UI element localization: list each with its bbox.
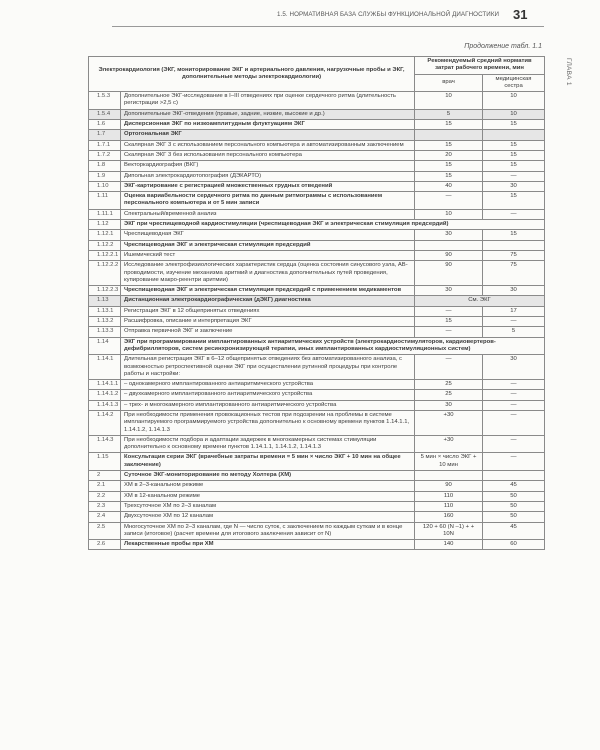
row-number: 1.5.4 xyxy=(89,109,121,119)
table-row xyxy=(89,150,545,160)
doctor-minutes: 160 xyxy=(415,512,483,522)
row-description: ЭКГ при программировании имплантированных антиаритмических устройств (электрокардиостимуляторов, кардиовертеров-дефибрилляторов, систем ресинхронизирующей терапии, иных имплантированных кардиостимуляционных систем) xyxy=(121,337,545,355)
row-number: 1.14.1 xyxy=(89,355,121,380)
table-row xyxy=(89,390,545,400)
nurse-minutes xyxy=(483,130,545,140)
doctor-minutes: 30 xyxy=(415,230,483,240)
table-row xyxy=(89,453,545,471)
row-number: 1.7 xyxy=(89,130,121,140)
nurse-minutes: 10 xyxy=(483,92,545,110)
nurse-minutes: — xyxy=(483,400,545,410)
nurse-minutes: 15 xyxy=(483,120,545,130)
doctor-minutes: 10 xyxy=(415,92,483,110)
table-row xyxy=(89,355,545,380)
row-number: 1.11.1 xyxy=(89,209,121,219)
table-row xyxy=(89,471,545,481)
row-description: Суточное ЭКГ-мониторирование по методу Холтера (ХМ) xyxy=(121,471,415,481)
table-row xyxy=(89,181,545,191)
nurse-minutes: 60 xyxy=(483,540,545,550)
row-number: 1.14.3 xyxy=(89,435,121,453)
doctor-minutes: 110 xyxy=(415,501,483,511)
doctor-minutes: 15 xyxy=(415,171,483,181)
row-number: 1.12.2.2 xyxy=(89,261,121,286)
table-body xyxy=(89,92,545,550)
row-description: Дополнительное ЭКГ-исследование в I–III отведениях при оценке сердечного ритма (длительность регистрации >2,5 с) xyxy=(121,92,415,110)
doctor-minutes: — xyxy=(415,192,483,210)
row-number: 1.11 xyxy=(89,192,121,210)
page-number: 31 xyxy=(513,7,528,22)
doctor-minutes: 110 xyxy=(415,491,483,501)
row-description: – однокамерного имплантированного антиаритмического устройства xyxy=(121,380,415,390)
row-number: 1.5.3 xyxy=(89,92,121,110)
row-description: Дополнительные ЭКГ-отведения (правые, задние, низкие, высокие и др.) xyxy=(121,109,415,119)
doctor-minutes: 15 xyxy=(415,140,483,150)
row-description: Исследование электрофизиологических характеристик сердца (оценка состояния синусового узла, АВ-проводимости, изучение механизма аритмий и диагностика дополнительных путей проведения, купирование макро-реентри аритмии) xyxy=(121,261,415,286)
table-continuation-caption: Продолжение табл. 1.1 xyxy=(464,43,542,50)
table-row xyxy=(89,435,545,453)
row-number: 2 xyxy=(89,471,121,481)
nurse-minutes: 30 xyxy=(483,181,545,191)
doctor-minutes xyxy=(415,471,483,481)
row-description: Длительная регистрация ЭКГ в 6–12 общепринятых отведениях без автоматизированного анализа, с возможностью ретроспективной оценки ЭКГ при осуществлении рутинной процедуры при контроле работы и настройки: xyxy=(121,355,415,380)
row-description: Чреспищеводная ЭКГ и электрическая стимуляция предсердий с применением медикаментов xyxy=(121,286,415,296)
table-row xyxy=(89,491,545,501)
table-row xyxy=(89,306,545,316)
row-description: Расшифровка, описание и интерпретация ЭКГ xyxy=(121,317,415,327)
table-row xyxy=(89,230,545,240)
row-description: Регистрация ЭКГ в 12 общепринятых отведениях xyxy=(121,306,415,316)
nurse-minutes xyxy=(483,240,545,250)
nurse-minutes: — xyxy=(483,209,545,219)
doctor-minutes: 20 xyxy=(415,150,483,160)
nurse-minutes: 50 xyxy=(483,512,545,522)
row-description: ЭКГ-картирование с регистрацией множественных грудных отведений xyxy=(121,181,415,191)
row-description: Чреспищеводная ЭКГ xyxy=(121,230,415,240)
doctor-minutes: 90 xyxy=(415,481,483,491)
doctor-minutes: 120 + 60 (N –1) + + 10N xyxy=(415,522,483,540)
row-number: 1.12.2 xyxy=(89,240,121,250)
table-row xyxy=(89,192,545,210)
row-number: 2.2 xyxy=(89,491,121,501)
row-description: Спектральный/временной анализ xyxy=(121,209,415,219)
nurse-minutes: — xyxy=(483,380,545,390)
table-row xyxy=(89,109,545,119)
table-header-row xyxy=(89,57,545,75)
nurse-minutes: 50 xyxy=(483,501,545,511)
nurse-minutes: 75 xyxy=(483,261,545,286)
row-description: При необходимости подбора и адаптации задержек в многокамерных системах стимуляции дополнительно к основному времени пунктов 1.14.1.1, 1.14.1.2, 1.14.1.3 xyxy=(121,435,415,453)
doctor-minutes: См. ЭКГ xyxy=(415,296,545,306)
nurse-minutes: 15 xyxy=(483,230,545,240)
doctor-minutes: +30 xyxy=(415,435,483,453)
nurse-minutes xyxy=(483,471,545,481)
doctor-minutes: +30 xyxy=(415,410,483,435)
table-row xyxy=(89,481,545,491)
doctor-minutes: 90 xyxy=(415,261,483,286)
table-row xyxy=(89,512,545,522)
row-number: 1.13 xyxy=(89,296,121,306)
row-number: 1.6 xyxy=(89,120,121,130)
row-description: Двухсуточное ХМ по 12 каналам xyxy=(121,512,415,522)
table-row xyxy=(89,261,545,286)
row-description: При необходимости применения провокационных тестов при подозрении на проблемы в системе имплантируемого программируемого устройства дополнительно к основному времени пунктов 1.14.1.1, 1.14.1.2, 1.14.1.3 xyxy=(121,410,415,435)
row-description: ХМ в 2–3-канальном режиме xyxy=(121,481,415,491)
nurse-minutes: 17 xyxy=(483,306,545,316)
row-number: 2.6 xyxy=(89,540,121,550)
nurse-minutes: — xyxy=(483,171,545,181)
table-row xyxy=(89,501,545,511)
nurse-minutes: — xyxy=(483,435,545,453)
row-description: Оценка вариабельности сердечного ритма по данным ритмограммы с использованием персонального компьютера и от 5 мин записи xyxy=(121,192,415,210)
row-description: Ишемический тест xyxy=(121,250,415,260)
nurse-minutes: 10 xyxy=(483,109,545,119)
nurse-minutes: 75 xyxy=(483,250,545,260)
table-row xyxy=(89,317,545,327)
doctor-minutes: 10 xyxy=(415,209,483,219)
doctor-minutes: 140 xyxy=(415,540,483,550)
row-number: 2.3 xyxy=(89,501,121,511)
nurse-minutes: 15 xyxy=(483,150,545,160)
row-number: 1.14.2 xyxy=(89,410,121,435)
table-row xyxy=(89,250,545,260)
row-number: 1.15 xyxy=(89,453,121,471)
doctor-minutes: 5 xyxy=(415,109,483,119)
table-row xyxy=(89,286,545,296)
doctor-minutes: — xyxy=(415,327,483,337)
row-description: Трехсуточное ХМ по 2–3 каналам xyxy=(121,501,415,511)
nurse-minutes: — xyxy=(483,317,545,327)
table-header-doctor: врач xyxy=(415,74,483,92)
row-number: 1.7.1 xyxy=(89,140,121,150)
nurse-minutes: — xyxy=(483,410,545,435)
nurse-minutes: — xyxy=(483,390,545,400)
row-number: 1.13.3 xyxy=(89,327,121,337)
doctor-minutes: 15 xyxy=(415,317,483,327)
table-row xyxy=(89,140,545,150)
table-row xyxy=(89,220,545,230)
doctor-minutes: 25 xyxy=(415,390,483,400)
table-row xyxy=(89,337,545,355)
row-description: Скалярная ЭКГ 3 без использования персонального компьютера xyxy=(121,150,415,160)
row-number: 1.12 xyxy=(89,220,121,230)
row-number: 1.14 xyxy=(89,337,121,355)
nurse-minutes: 15 xyxy=(483,140,545,150)
row-description: Дистанционная электрокардиографическая (дЭКГ) диагностика xyxy=(121,296,415,306)
doctor-minutes: 25 xyxy=(415,380,483,390)
doctor-minutes: 15 xyxy=(415,161,483,171)
doctor-minutes: 90 xyxy=(415,250,483,260)
doctor-minutes: — xyxy=(415,306,483,316)
row-number: 1.14.1.2 xyxy=(89,390,121,400)
table-row xyxy=(89,296,545,306)
row-description: Отправка первичной ЭКГ и заключение xyxy=(121,327,415,337)
row-number: 1.13.2 xyxy=(89,317,121,327)
table-row xyxy=(89,161,545,171)
doctor-minutes xyxy=(415,240,483,250)
table-row xyxy=(89,120,545,130)
doctor-minutes: 15 xyxy=(415,120,483,130)
doctor-minutes: 30 xyxy=(415,400,483,410)
table-row xyxy=(89,380,545,390)
row-number: 2.4 xyxy=(89,512,121,522)
running-header-title: 1.5. НОРМАТИВНАЯ БАЗА СЛУЖБЫ ФУНКЦИОНАЛЬНОЙ ДИАГНОСТИКИ xyxy=(277,11,500,18)
table-header-norm: Рекомендуемый средний норматив затрат рабочего времени, мин xyxy=(415,57,545,75)
row-number: 1.7.2 xyxy=(89,150,121,160)
table-row xyxy=(89,522,545,540)
nurse-minutes: 5 xyxy=(483,327,545,337)
header-rule xyxy=(112,26,544,27)
row-description: Лекарственные пробы при ХМ xyxy=(121,540,415,550)
table-row xyxy=(89,540,545,550)
table-row xyxy=(89,209,545,219)
row-number: 1.12.1 xyxy=(89,230,121,240)
doctor-minutes: 40 xyxy=(415,181,483,191)
row-number: 2.1 xyxy=(89,481,121,491)
table-row xyxy=(89,240,545,250)
row-description: – двухкамерного имплантированного антиаритмического устройства xyxy=(121,390,415,400)
row-description: Дисперсионная ЭКГ по низкоамплитудным флуктуациям ЭКГ xyxy=(121,120,415,130)
nurse-minutes: — xyxy=(483,453,545,471)
row-number: 1.10 xyxy=(89,181,121,191)
table-row xyxy=(89,410,545,435)
table-header-nurse: медицинская сестра xyxy=(483,74,545,92)
row-description: Многосуточное ХМ по 2–3 каналам, где N — число суток, с заключением по каждым суткам и в конце записи (итоговое) (расчет времени для итогового заключения зависит от N) xyxy=(121,522,415,540)
running-header xyxy=(0,6,600,26)
doctor-minutes xyxy=(415,130,483,140)
doctor-minutes: 30 xyxy=(415,286,483,296)
row-description: ХМ в 12-канальном режиме xyxy=(121,491,415,501)
row-number: 1.13.1 xyxy=(89,306,121,316)
row-description: Ортогональная ЭКГ xyxy=(121,130,415,140)
row-number: 1.12.2.3 xyxy=(89,286,121,296)
nurse-minutes: 45 xyxy=(483,522,545,540)
doctor-minutes: — xyxy=(415,355,483,380)
row-number: 1.14.1.3 xyxy=(89,400,121,410)
nurse-minutes: 15 xyxy=(483,161,545,171)
norms-table xyxy=(88,56,545,550)
table-row xyxy=(89,171,545,181)
row-number: 1.12.2.1 xyxy=(89,250,121,260)
table-header-main: Электрокардиология (ЭКГ, мониторирование ЭКГ и артериального давления, нагрузочные пробы и ЭКГ, дополнительные методы электрокардиологии) xyxy=(89,57,415,92)
doctor-minutes: 5 мин × число ЭКГ + 10 мин xyxy=(415,453,483,471)
chapter-side-tab: ГЛАВА 1 xyxy=(565,58,572,86)
row-description: Консультация серии ЭКГ (врачебные затраты времени = 5 мин × число ЭКГ + 10 мин на общее заключение) xyxy=(121,453,415,471)
table-row xyxy=(89,92,545,110)
nurse-minutes: 30 xyxy=(483,355,545,380)
row-number: 1.9 xyxy=(89,171,121,181)
row-number: 1.8 xyxy=(89,161,121,171)
row-description: Векторкардиография (ВКГ) xyxy=(121,161,415,171)
row-number: 1.14.1.1 xyxy=(89,380,121,390)
row-description: – трех- и многокамерного имплантированного антиаритмического устройства xyxy=(121,400,415,410)
row-number: 2.5 xyxy=(89,522,121,540)
nurse-minutes: 15 xyxy=(483,192,545,210)
nurse-minutes: 50 xyxy=(483,491,545,501)
table-row xyxy=(89,327,545,337)
table-row xyxy=(89,400,545,410)
table-row xyxy=(89,130,545,140)
row-description: Чреспищеводная ЭКГ и электрическая стимуляция предсердий xyxy=(121,240,415,250)
row-description: Скалярная ЭКГ 3 с использованием персонального компьютера и автоматизированным заключением xyxy=(121,140,415,150)
nurse-minutes: 30 xyxy=(483,286,545,296)
nurse-minutes: 45 xyxy=(483,481,545,491)
row-description: ЭКГ при чреспищеводной кардиостимуляции (чреспищеводная ЭКГ и электрическая стимуляция предсердий) xyxy=(121,220,545,230)
row-description: Дипольная электрокардиотопография (ДЭКАРТО) xyxy=(121,171,415,181)
